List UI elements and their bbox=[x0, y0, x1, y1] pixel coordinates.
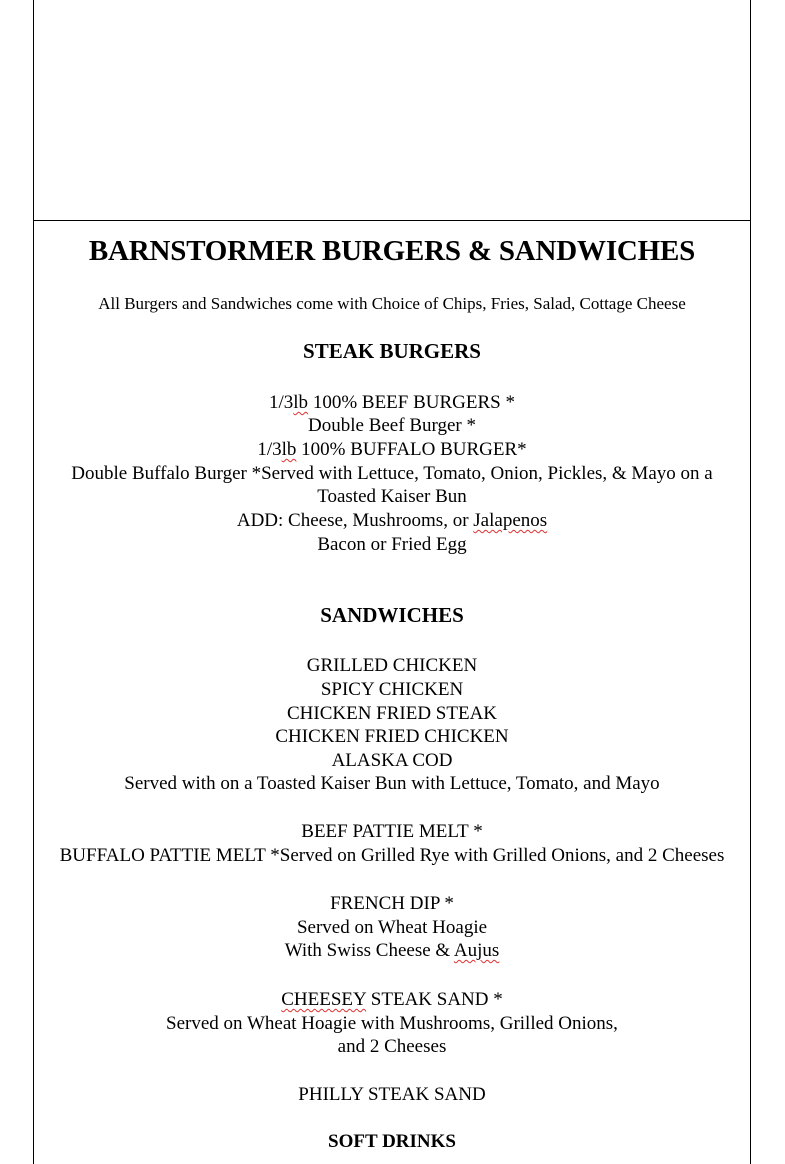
steak-burgers-heading: STEAK BURGERS bbox=[303, 339, 481, 363]
french-dip-desc-2: With Swiss Cheese & Aujus bbox=[284, 940, 500, 961]
sandwich-item: CHICKEN FRIED CHICKEN bbox=[275, 726, 509, 747]
sandwich-served-line: Served with on a Toasted Kaiser Bun with Lettuce, Tomato, and Mayo bbox=[124, 773, 660, 794]
sandwich-item: SPICY CHICKEN bbox=[320, 679, 464, 700]
menu-intro: All Burgers and Sandwiches come with Choice of Chips, Fries, Salad, Cottage Cheese bbox=[98, 294, 686, 313]
sandwich-item: CHICKEN FRIED STEAK bbox=[286, 703, 498, 724]
sandwich-item: ALASKA COD bbox=[331, 750, 453, 771]
bacon-egg-line: Bacon or Fried Egg bbox=[317, 534, 467, 555]
sandwiches-heading: SANDWICHES bbox=[320, 603, 464, 627]
spell-marked-word: lb bbox=[293, 392, 309, 413]
double-buffalo-line: Double Buffalo Burger *Served with Lettuce, Tomato, Onion, Pickles, & Mayo on a bbox=[71, 463, 713, 484]
kaiser-bun-line: Toasted Kaiser Bun bbox=[317, 486, 467, 507]
soft-drinks-heading: SOFT DRINKS bbox=[328, 1131, 456, 1152]
spell-marked-word: Aujus bbox=[453, 940, 500, 961]
previous-page-frame bbox=[33, 0, 751, 221]
philly-steak-sand: PHILLY STEAK SAND bbox=[298, 1084, 486, 1105]
french-dip-desc: Served on Wheat Hoagie bbox=[296, 917, 488, 938]
menu-page bbox=[33, 221, 751, 1164]
menu-title: BARNSTORMER BURGERS & SANDWICHES bbox=[88, 235, 696, 267]
cheesey-steak-sand: CHEESEY STEAK SAND * bbox=[281, 989, 503, 1010]
french-dip: FRENCH DIP * bbox=[330, 893, 454, 914]
spell-marked-word: Jalapenos bbox=[473, 510, 548, 531]
double-beef-line: Double Beef Burger * bbox=[308, 415, 476, 436]
beef-pattie-melt: BEEF PATTIE MELT * bbox=[301, 821, 483, 842]
cheesey-desc-2: and 2 Cheeses bbox=[337, 1036, 447, 1057]
cheesey-desc: Served on Wheat Hoagie with Mushrooms, Grilled Onions, bbox=[166, 1013, 618, 1034]
spell-marked-word: CHEESEY bbox=[281, 989, 367, 1010]
buffalo-burger-line: 1/3lb 100% BUFFALO BURGER* bbox=[257, 439, 527, 460]
add-ons-line: ADD: Cheese, Mushrooms, or Jalapenos bbox=[236, 510, 548, 531]
spell-marked-word: lb bbox=[281, 439, 297, 460]
beef-burger-line: 1/3lb 100% BEEF BURGERS * bbox=[269, 392, 515, 413]
sandwich-item: GRILLED CHICKEN bbox=[306, 655, 478, 676]
buffalo-pattie-melt: BUFFALO PATTIE MELT *Served on Grilled Rye with Grilled Onions, and 2 Cheeses bbox=[59, 845, 725, 866]
